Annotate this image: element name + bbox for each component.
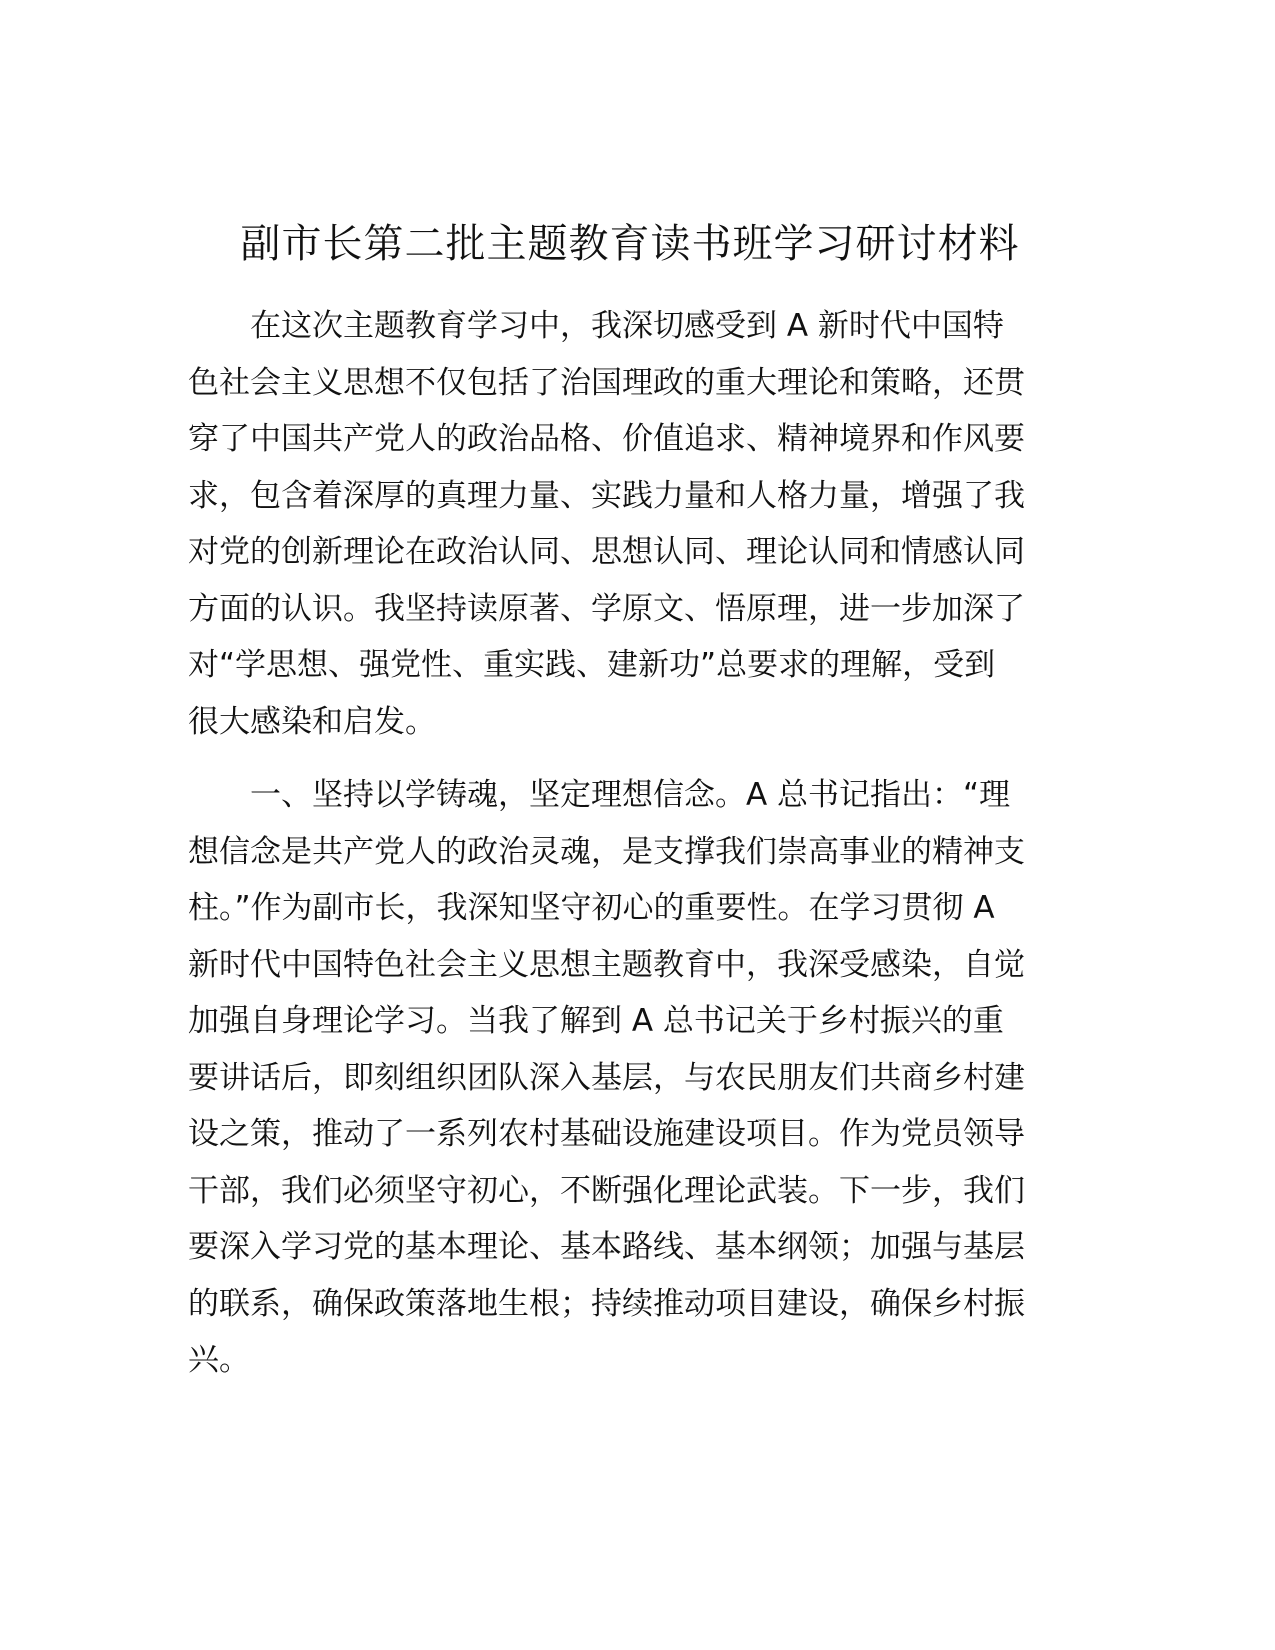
paragraph-section-one [188, 767, 1088, 1389]
paragraph-line: 的联系，确保政策落地生根；持续推动项目建设，确保乡村振 [188, 1285, 1025, 1322]
document-title: 副市长第二批主题教育读书班学习研讨材料 [240, 221, 1020, 267]
paragraph-line: 穿了中国共产党人的政治品格、价值追求、精神境界和作风要 [188, 421, 1025, 457]
paragraph-line: 求，包含着深厚的真理力量、实践力量和人格力量，增强了我 [188, 477, 1025, 514]
paragraph-line: 色社会主义思想不仅包括了治国理政的重大理论和策略，还贯 [188, 364, 1025, 401]
paragraph-line: 想信念是共产党人的政治灵魂，是支撑我们崇高事业的精神支 [188, 833, 1025, 870]
paragraph-line: 要讲话后，即刻组织团队深入基层，与农民朋友们共商乡村建 [188, 1059, 1025, 1096]
paragraph-line: 对“学思想、强党性、重实践、建新功”总要求的理解，受到 [188, 647, 996, 683]
paragraph-line: 在这次主题教育学习中，我深切感受到 A 新时代中国特 [250, 308, 1004, 344]
paragraph-line: 干部，我们必须坚守初心，不断强化理论武装。下一步，我们 [188, 1172, 1025, 1209]
paragraph-line: 对党的创新理论在政治认同、思想认同、理论认同和情感认同 [188, 534, 1025, 570]
paragraph-line: 很大感染和启发。 [188, 703, 436, 740]
paragraph-line: 一、坚持以学铸魂，坚定理想信念。A 总书记指出：“理 [250, 777, 1011, 813]
paragraph-intro [188, 298, 1088, 750]
paragraph-line: 柱。”作为副市长，我深知坚守初心的重要性。在学习贯彻 A [188, 890, 995, 926]
paragraph-line: 兴。 [188, 1342, 250, 1378]
paragraph-line: 要深入学习党的基本理论、基本路线、基本纲领；加强与基层 [188, 1229, 1025, 1265]
paragraph-line: 新时代中国特色社会主义思想主题教育中，我深受感染，自觉 [188, 946, 1025, 983]
paragraph-line: 加强自身理论学习。当我了解到 A 总书记关于乡村振兴的重 [188, 1003, 1004, 1039]
paragraph-line: 方面的认识。我坚持读原著、学原文、悟原理，进一步加深了 [188, 590, 1025, 627]
paragraph-line: 设之策，推动了一系列农村基础设施建设项目。作为党员领导 [188, 1116, 1025, 1152]
